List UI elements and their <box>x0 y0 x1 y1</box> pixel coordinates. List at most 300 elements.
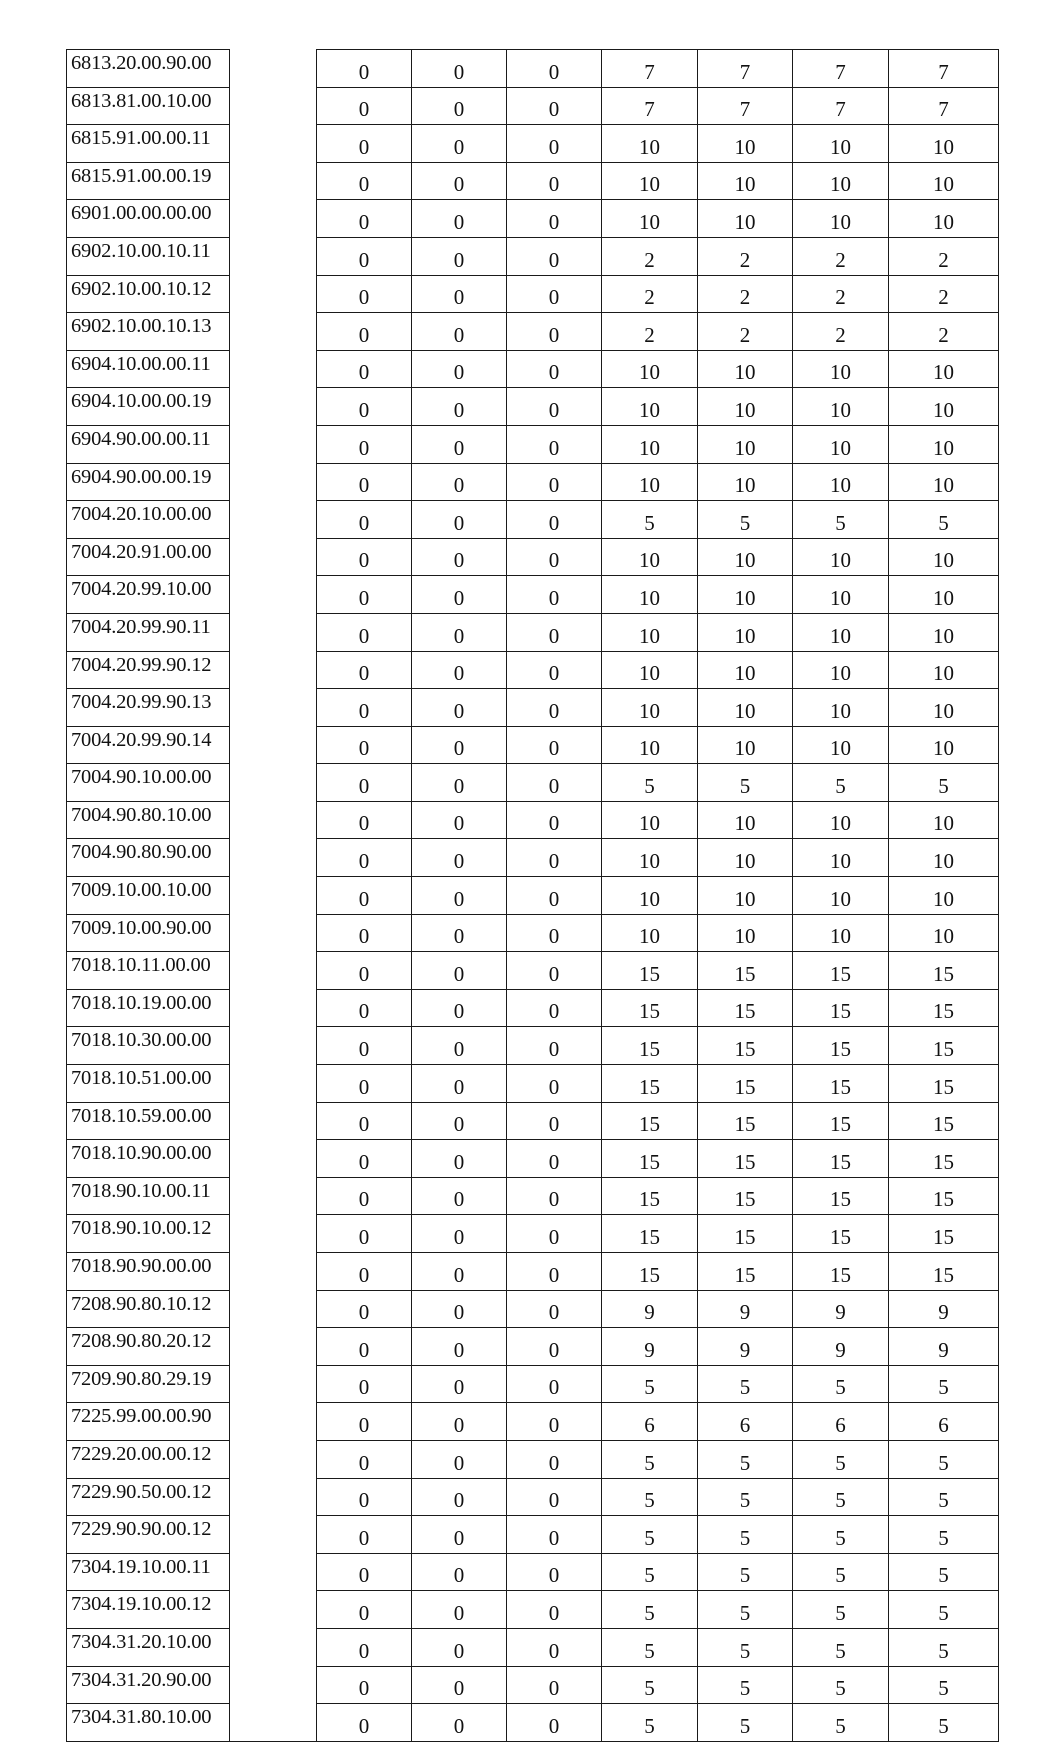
rate-cell: 0 <box>507 350 602 388</box>
rate-cell: 7 <box>602 87 698 125</box>
rate-cell: 0 <box>317 1553 412 1591</box>
table-row <box>67 1704 999 1742</box>
rate-cell: 5 <box>698 1516 793 1554</box>
rate-cell: 0 <box>412 1478 507 1516</box>
tariff-table <box>66 49 999 1742</box>
rate-cell: 15 <box>793 1253 889 1291</box>
rate-cell: 0 <box>317 1027 412 1065</box>
tariff-code-cell: 7004.20.99.90.14 <box>67 726 230 764</box>
rate-cell: 5 <box>793 1365 889 1403</box>
rate-cell: 10 <box>889 801 999 839</box>
rate-cell: 15 <box>793 1215 889 1253</box>
rate-cell: 10 <box>793 689 889 727</box>
tariff-code-cell: 7018.10.11.00.00 <box>67 952 230 990</box>
tariff-code-cell: 7304.19.10.00.11 <box>67 1553 230 1591</box>
rate-cell: 0 <box>317 651 412 689</box>
description-cell <box>230 50 317 88</box>
description-cell <box>230 538 317 576</box>
rate-cell: 15 <box>602 1027 698 1065</box>
rate-cell: 10 <box>793 613 889 651</box>
table-row <box>67 914 999 952</box>
rate-cell: 5 <box>889 1516 999 1554</box>
rate-cell: 2 <box>793 275 889 313</box>
rate-cell: 5 <box>889 1704 999 1742</box>
rate-cell: 10 <box>793 877 889 915</box>
rate-cell: 5 <box>698 501 793 539</box>
rate-cell: 10 <box>793 839 889 877</box>
rate-cell: 10 <box>602 125 698 163</box>
rate-cell: 0 <box>317 313 412 351</box>
rate-cell: 10 <box>602 877 698 915</box>
rate-cell: 15 <box>602 1253 698 1291</box>
rate-cell: 0 <box>412 952 507 990</box>
description-cell <box>230 388 317 426</box>
rate-cell: 10 <box>602 576 698 614</box>
rate-cell: 0 <box>412 1027 507 1065</box>
rate-cell: 10 <box>889 576 999 614</box>
rate-cell: 0 <box>412 1290 507 1328</box>
table-row <box>67 1553 999 1591</box>
rate-cell: 10 <box>602 801 698 839</box>
tariff-code-cell: 6901.00.00.00.00 <box>67 200 230 238</box>
table-row <box>67 162 999 200</box>
table-row <box>67 726 999 764</box>
rate-cell: 10 <box>889 877 999 915</box>
rate-cell: 0 <box>317 1065 412 1103</box>
table-row <box>67 1027 999 1065</box>
rate-cell: 10 <box>698 689 793 727</box>
rate-cell: 2 <box>698 275 793 313</box>
rate-cell: 9 <box>602 1290 698 1328</box>
description-cell <box>230 162 317 200</box>
tariff-code-cell: 7018.90.10.00.12 <box>67 1215 230 1253</box>
rate-cell: 0 <box>317 1177 412 1215</box>
rate-cell: 10 <box>889 425 999 463</box>
rate-cell: 0 <box>507 651 602 689</box>
tariff-code-cell: 7004.20.99.90.13 <box>67 689 230 727</box>
description-cell <box>230 501 317 539</box>
table-row <box>67 1290 999 1328</box>
rate-cell: 0 <box>317 463 412 501</box>
table-row <box>67 877 999 915</box>
rate-cell: 0 <box>412 200 507 238</box>
rate-cell: 0 <box>507 1591 602 1629</box>
rate-cell: 5 <box>889 501 999 539</box>
table-row <box>67 1591 999 1629</box>
table-row <box>67 1478 999 1516</box>
rate-cell: 0 <box>507 726 602 764</box>
table-row <box>67 651 999 689</box>
rate-cell: 0 <box>412 87 507 125</box>
tariff-code-cell: 7304.31.20.10.00 <box>67 1628 230 1666</box>
rate-cell: 0 <box>317 1704 412 1742</box>
rate-cell: 0 <box>317 689 412 727</box>
rate-cell: 0 <box>317 726 412 764</box>
tariff-code-cell: 7018.10.19.00.00 <box>67 989 230 1027</box>
tariff-code-cell: 6902.10.00.10.12 <box>67 275 230 313</box>
rate-cell: 5 <box>793 1440 889 1478</box>
tariff-code-cell: 7018.10.51.00.00 <box>67 1065 230 1103</box>
rate-cell: 0 <box>412 877 507 915</box>
rate-cell: 0 <box>412 1253 507 1291</box>
tariff-code-cell: 7018.10.90.00.00 <box>67 1140 230 1178</box>
rate-cell: 0 <box>507 1478 602 1516</box>
rate-cell: 5 <box>793 1553 889 1591</box>
description-cell <box>230 877 317 915</box>
table-row <box>67 1365 999 1403</box>
rate-cell: 10 <box>889 538 999 576</box>
description-cell <box>230 1102 317 1140</box>
description-cell <box>230 275 317 313</box>
rate-cell: 10 <box>698 726 793 764</box>
rate-cell: 10 <box>698 463 793 501</box>
rate-cell: 10 <box>602 538 698 576</box>
rate-cell: 5 <box>698 1365 793 1403</box>
table-row <box>67 1666 999 1704</box>
rate-cell: 10 <box>698 613 793 651</box>
description-cell <box>230 200 317 238</box>
rate-cell: 5 <box>889 1591 999 1629</box>
rate-cell: 15 <box>793 1102 889 1140</box>
rate-cell: 0 <box>317 1140 412 1178</box>
description-cell <box>230 1215 317 1253</box>
tariff-code-cell: 6904.10.00.00.11 <box>67 350 230 388</box>
rate-cell: 15 <box>889 1140 999 1178</box>
rate-cell: 0 <box>317 200 412 238</box>
rate-cell: 9 <box>793 1328 889 1366</box>
rate-cell: 5 <box>793 1478 889 1516</box>
tariff-code-cell: 7229.90.50.00.12 <box>67 1478 230 1516</box>
table-row <box>67 125 999 163</box>
description-cell <box>230 1365 317 1403</box>
rate-cell: 0 <box>507 1215 602 1253</box>
rate-cell: 0 <box>317 50 412 88</box>
rate-cell: 5 <box>889 1440 999 1478</box>
rate-cell: 0 <box>507 1666 602 1704</box>
rate-cell: 0 <box>412 1704 507 1742</box>
table-row <box>67 1140 999 1178</box>
rate-cell: 0 <box>317 576 412 614</box>
rate-cell: 15 <box>793 1140 889 1178</box>
rate-cell: 5 <box>698 1478 793 1516</box>
rate-cell: 5 <box>602 1478 698 1516</box>
rate-cell: 10 <box>698 388 793 426</box>
rate-cell: 0 <box>412 1328 507 1366</box>
rate-cell: 0 <box>412 1365 507 1403</box>
description-cell <box>230 425 317 463</box>
rate-cell: 0 <box>412 839 507 877</box>
rate-cell: 5 <box>602 1440 698 1478</box>
rate-cell: 0 <box>317 162 412 200</box>
rate-cell: 0 <box>317 1253 412 1291</box>
rate-cell: 10 <box>889 914 999 952</box>
table-row <box>67 764 999 802</box>
rate-cell: 5 <box>793 764 889 802</box>
rate-cell: 0 <box>317 1591 412 1629</box>
rate-cell: 10 <box>793 914 889 952</box>
rate-cell: 15 <box>602 1140 698 1178</box>
rate-cell: 0 <box>412 764 507 802</box>
rate-cell: 0 <box>507 1553 602 1591</box>
rate-cell: 0 <box>412 538 507 576</box>
rate-cell: 0 <box>317 1102 412 1140</box>
description-cell <box>230 463 317 501</box>
description-cell <box>230 576 317 614</box>
rate-cell: 10 <box>602 689 698 727</box>
rate-cell: 0 <box>507 87 602 125</box>
rate-cell: 15 <box>698 1215 793 1253</box>
rate-cell: 0 <box>412 651 507 689</box>
description-cell <box>230 350 317 388</box>
rate-cell: 7 <box>793 50 889 88</box>
rate-cell: 0 <box>317 538 412 576</box>
rate-cell: 15 <box>889 1177 999 1215</box>
rate-cell: 15 <box>889 1253 999 1291</box>
rate-cell: 0 <box>412 576 507 614</box>
rate-cell: 0 <box>317 877 412 915</box>
rate-cell: 6 <box>602 1403 698 1441</box>
tariff-code-cell: 7229.90.90.00.12 <box>67 1516 230 1554</box>
rate-cell: 0 <box>507 576 602 614</box>
rate-cell: 9 <box>698 1290 793 1328</box>
rate-cell: 0 <box>507 200 602 238</box>
rate-cell: 5 <box>602 1628 698 1666</box>
rate-cell: 0 <box>317 501 412 539</box>
rate-cell: 10 <box>889 125 999 163</box>
rate-cell: 0 <box>507 125 602 163</box>
rate-cell: 7 <box>698 50 793 88</box>
tariff-code-cell: 7208.90.80.10.12 <box>67 1290 230 1328</box>
rate-cell: 10 <box>698 839 793 877</box>
description-cell <box>230 1704 317 1742</box>
rate-cell: 15 <box>889 1215 999 1253</box>
tariff-code-cell: 7018.10.59.00.00 <box>67 1102 230 1140</box>
rate-cell: 2 <box>889 275 999 313</box>
description-cell <box>230 1666 317 1704</box>
description-cell <box>230 764 317 802</box>
tariff-code-cell: 7004.20.91.00.00 <box>67 538 230 576</box>
description-cell <box>230 1253 317 1291</box>
description-cell <box>230 237 317 275</box>
rate-cell: 9 <box>793 1290 889 1328</box>
rate-cell: 0 <box>412 1516 507 1554</box>
tariff-code-cell: 7004.90.80.90.00 <box>67 839 230 877</box>
rate-cell: 15 <box>698 1102 793 1140</box>
description-cell <box>230 313 317 351</box>
rate-cell: 10 <box>602 726 698 764</box>
rate-cell: 0 <box>317 1215 412 1253</box>
rate-cell: 2 <box>793 313 889 351</box>
rate-cell: 0 <box>317 1628 412 1666</box>
table-row <box>67 613 999 651</box>
rate-cell: 5 <box>602 501 698 539</box>
table-body <box>67 50 999 1742</box>
rate-cell: 10 <box>793 200 889 238</box>
description-cell <box>230 1403 317 1441</box>
rate-cell: 10 <box>889 388 999 426</box>
rate-cell: 10 <box>889 350 999 388</box>
rate-cell: 7 <box>889 50 999 88</box>
rate-cell: 2 <box>602 237 698 275</box>
rate-cell: 0 <box>507 50 602 88</box>
rate-cell: 15 <box>602 1215 698 1253</box>
rate-cell: 0 <box>317 425 412 463</box>
rate-cell: 5 <box>698 1666 793 1704</box>
table-row <box>67 801 999 839</box>
rate-cell: 0 <box>317 613 412 651</box>
description-cell <box>230 1140 317 1178</box>
rate-cell: 0 <box>412 125 507 163</box>
table-row <box>67 350 999 388</box>
rate-cell: 0 <box>507 425 602 463</box>
rate-cell: 0 <box>317 989 412 1027</box>
rate-cell: 0 <box>507 313 602 351</box>
rate-cell: 10 <box>698 125 793 163</box>
rate-cell: 0 <box>412 914 507 952</box>
rate-cell: 5 <box>698 1553 793 1591</box>
rate-cell: 0 <box>507 1140 602 1178</box>
description-cell <box>230 1328 317 1366</box>
rate-cell: 5 <box>698 1628 793 1666</box>
rate-cell: 0 <box>317 1328 412 1366</box>
rate-cell: 0 <box>507 1065 602 1103</box>
rate-cell: 15 <box>889 952 999 990</box>
rate-cell: 0 <box>507 1328 602 1366</box>
rate-cell: 0 <box>317 764 412 802</box>
rate-cell: 0 <box>412 1628 507 1666</box>
table-row <box>67 501 999 539</box>
rate-cell: 10 <box>602 200 698 238</box>
rate-cell: 5 <box>793 1591 889 1629</box>
rate-cell: 10 <box>602 839 698 877</box>
rate-cell: 5 <box>698 1440 793 1478</box>
tariff-code-cell: 6813.20.00.90.00 <box>67 50 230 88</box>
rate-cell: 0 <box>412 313 507 351</box>
rate-cell: 0 <box>507 1704 602 1742</box>
rate-cell: 2 <box>698 237 793 275</box>
rate-cell: 0 <box>507 914 602 952</box>
rate-cell: 0 <box>507 1253 602 1291</box>
rate-cell: 10 <box>889 651 999 689</box>
rate-cell: 0 <box>507 501 602 539</box>
description-cell <box>230 689 317 727</box>
rate-cell: 0 <box>412 162 507 200</box>
rate-cell: 0 <box>507 1102 602 1140</box>
rate-cell: 0 <box>412 1102 507 1140</box>
tariff-code-cell: 7004.20.99.90.12 <box>67 651 230 689</box>
rate-cell: 6 <box>889 1403 999 1441</box>
rate-cell: 0 <box>412 388 507 426</box>
rate-cell: 0 <box>507 689 602 727</box>
table-row <box>67 989 999 1027</box>
rate-cell: 2 <box>793 237 889 275</box>
rate-cell: 0 <box>412 1177 507 1215</box>
rate-cell: 6 <box>793 1403 889 1441</box>
rate-cell: 0 <box>507 1365 602 1403</box>
rate-cell: 5 <box>602 1516 698 1554</box>
rate-cell: 2 <box>602 275 698 313</box>
rate-cell: 0 <box>507 952 602 990</box>
tariff-code-cell: 7004.20.10.00.00 <box>67 501 230 539</box>
rate-cell: 5 <box>889 1365 999 1403</box>
rate-cell: 0 <box>507 801 602 839</box>
document-page <box>66 49 998 1742</box>
rate-cell: 0 <box>412 989 507 1027</box>
rate-cell: 5 <box>889 1553 999 1591</box>
rate-cell: 0 <box>317 87 412 125</box>
rate-cell: 10 <box>698 914 793 952</box>
rate-cell: 5 <box>889 764 999 802</box>
rate-cell: 0 <box>412 463 507 501</box>
rate-cell: 10 <box>698 801 793 839</box>
rate-cell: 0 <box>412 1553 507 1591</box>
rate-cell: 10 <box>889 726 999 764</box>
table-row <box>67 1403 999 1441</box>
rate-cell: 7 <box>889 87 999 125</box>
tariff-code-cell: 6904.10.00.00.19 <box>67 388 230 426</box>
rate-cell: 0 <box>412 350 507 388</box>
rate-cell: 0 <box>507 1516 602 1554</box>
rate-cell: 15 <box>698 1177 793 1215</box>
rate-cell: 0 <box>507 613 602 651</box>
rate-cell: 0 <box>412 1591 507 1629</box>
rate-cell: 0 <box>412 1065 507 1103</box>
rate-cell: 0 <box>507 237 602 275</box>
rate-cell: 0 <box>412 1440 507 1478</box>
rate-cell: 15 <box>602 952 698 990</box>
tariff-code-cell: 7304.19.10.00.12 <box>67 1591 230 1629</box>
rate-cell: 10 <box>889 162 999 200</box>
table-row <box>67 1215 999 1253</box>
description-cell <box>230 651 317 689</box>
rate-cell: 0 <box>412 425 507 463</box>
rate-cell: 15 <box>793 1177 889 1215</box>
rate-cell: 10 <box>793 162 889 200</box>
rate-cell: 10 <box>793 388 889 426</box>
rate-cell: 10 <box>602 613 698 651</box>
rate-cell: 15 <box>602 1177 698 1215</box>
rate-cell: 10 <box>698 576 793 614</box>
table-row <box>67 1253 999 1291</box>
description-cell <box>230 1290 317 1328</box>
tariff-code-cell: 7304.31.20.90.00 <box>67 1666 230 1704</box>
rate-cell: 10 <box>793 425 889 463</box>
table-row <box>67 1440 999 1478</box>
description-cell <box>230 1628 317 1666</box>
rate-cell: 5 <box>793 1516 889 1554</box>
description-cell <box>230 989 317 1027</box>
rate-cell: 15 <box>698 989 793 1027</box>
rate-cell: 9 <box>889 1290 999 1328</box>
rate-cell: 9 <box>602 1328 698 1366</box>
rate-cell: 0 <box>317 125 412 163</box>
rate-cell: 0 <box>317 914 412 952</box>
rate-cell: 0 <box>412 1403 507 1441</box>
tariff-code-cell: 6813.81.00.10.00 <box>67 87 230 125</box>
rate-cell: 0 <box>507 275 602 313</box>
rate-cell: 6 <box>698 1403 793 1441</box>
rate-cell: 5 <box>793 1666 889 1704</box>
rate-cell: 0 <box>507 1628 602 1666</box>
rate-cell: 10 <box>602 651 698 689</box>
rate-cell: 0 <box>412 237 507 275</box>
description-cell <box>230 1065 317 1103</box>
description-cell <box>230 801 317 839</box>
rate-cell: 15 <box>793 1065 889 1103</box>
table-row <box>67 200 999 238</box>
table-row <box>67 87 999 125</box>
rate-cell: 5 <box>889 1628 999 1666</box>
